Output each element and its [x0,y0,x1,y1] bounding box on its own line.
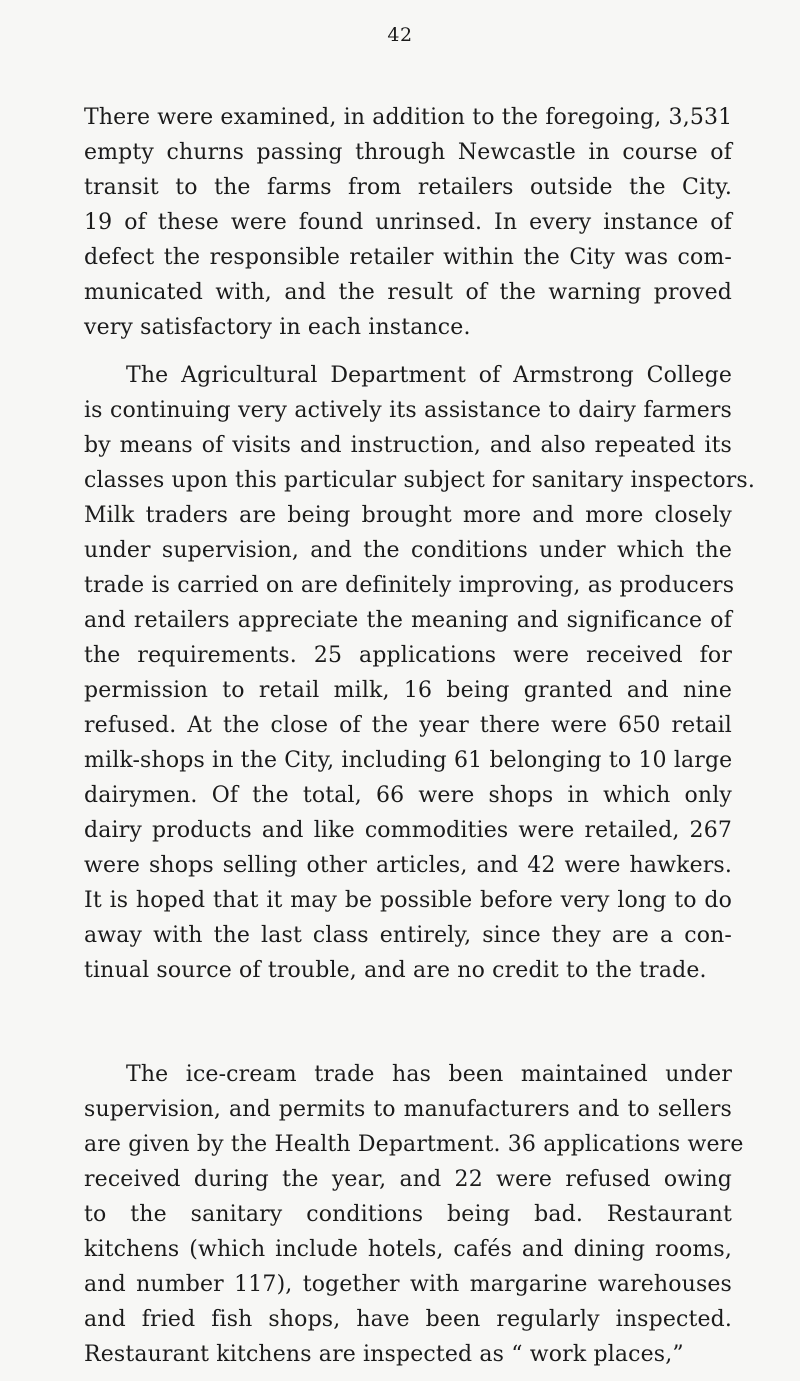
text-line: Milk traders are being brought more and more closely [84,503,732,528]
text-line: received during the year, and 22 were refused owing [84,1167,732,1192]
text-line: the requirements. 25 applications were received for [84,643,732,668]
text-line: milk-shops in the City, including 61 belonging to 10 large [84,748,733,773]
text-line: 19 of these were found unrinsed. In every instance of [84,210,732,235]
text-line: dairy products and like commodities were retailed, 267 [84,818,732,843]
text-line: Restaurant kitchens are inspected as “ work places,” [84,1342,684,1367]
text-line: is continuing very actively its assistance to dairy farmers [84,398,732,423]
text-line: permission to retail milk, 16 being granted and nine [84,678,732,703]
text-line: The Agricultural Department of Armstrong College [126,363,732,388]
text-line: There were examined, in addition to the foregoing, 3,531 [84,105,733,130]
text-line: under supervision, and the conditions under which the [84,538,732,563]
text-line: kitchens (which include hotels, cafés and dining rooms, [84,1237,732,1262]
paragraph-ice-cream [84,1057,744,1372]
text-line: defect the responsible retailer within the City was com- [84,245,732,270]
text-line: by means of visits and instruction, and also repeated its [84,433,732,458]
text-line: classes upon this particular subject for sanitary inspectors. [84,468,755,493]
text-line: empty churns passing through Newcastle in course of [84,140,732,165]
text-line: are given by the Health Department. 36 applications were [84,1132,744,1157]
paragraph-milk-traders [84,358,755,988]
text-line: refused. At the close of the year there were 650 retail [84,713,732,738]
text-line: It is hoped that it may be possible before very long to do [84,888,732,913]
text-line: dairymen. Of the total, 66 were shops in which only [84,783,732,808]
text-line: transit to the farms from retailers outside the City. [84,175,732,200]
text-line: The ice-cream trade has been maintained under [126,1062,732,1087]
text-line: municated with, and the result of the warning proved [84,280,732,305]
text-line: away with the last class entirely, since they are a con- [84,923,732,948]
text-line: tinual source of trouble, and are no credit to the trade. [84,958,707,983]
text-line: supervision, and permits to manufacturers and to sellers [84,1097,732,1122]
page-number: 42 [387,24,413,46]
text-line: very satisfactory in each instance. [84,315,471,340]
text-line: were shops selling other articles, and 42 were hawkers. [84,853,732,878]
text-line: and fried fish shops, have been regularly inspected. [84,1307,732,1332]
text-line: and retailers appreciate the meaning and significance of [84,608,732,633]
text-line: to the sanitary conditions being bad. Restaurant [84,1202,732,1227]
paragraph-churns [84,100,732,345]
text-line: and number 117), together with margarine warehouses [84,1272,732,1297]
text-line: trade is carried on are definitely improving, as producers [84,573,735,598]
